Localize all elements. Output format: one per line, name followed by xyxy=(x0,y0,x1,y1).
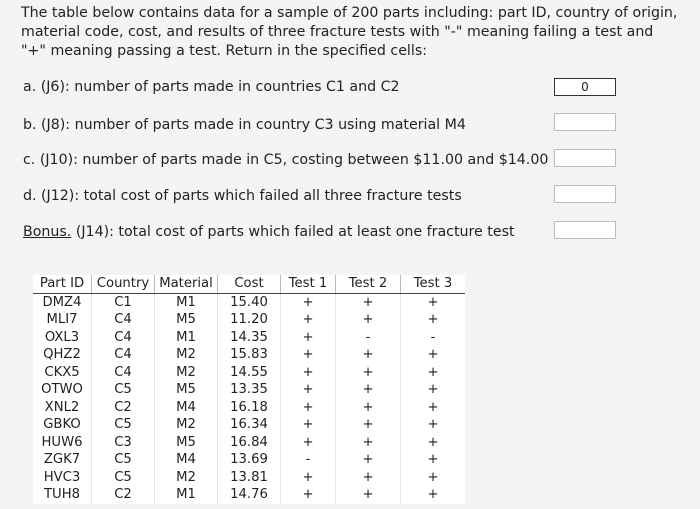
cell-country: C2 xyxy=(92,399,155,417)
cell-material: M2 xyxy=(155,346,218,364)
cell-test-2: + xyxy=(336,293,401,311)
cell-part-id: CKX5 xyxy=(44,364,80,380)
question-c: c. (J10): number of parts made in C5, costing between $11.00 and $14.00 xyxy=(23,152,549,168)
cell-country: C5 xyxy=(92,469,155,487)
cell-test-3: + xyxy=(401,399,466,417)
cell-country: C1 xyxy=(92,293,155,311)
bonus-label: Bonus. xyxy=(23,224,72,240)
cell-test-1: + xyxy=(281,346,336,364)
cell-test-3: + xyxy=(401,381,466,399)
cell-material: M5 xyxy=(155,381,218,399)
cell-test-1: + xyxy=(281,381,336,399)
cell-test-2: + xyxy=(336,346,401,364)
answer-cell-j6[interactable]: 0 xyxy=(554,78,616,96)
header-test-3: Test 3 xyxy=(401,275,466,293)
cell-country: C5 xyxy=(92,381,155,399)
cell-part-id: TUH8 xyxy=(43,487,80,502)
cell-test-1: + xyxy=(281,311,336,329)
cell-material: M1 xyxy=(155,486,218,504)
cell-cost: 16.34 xyxy=(218,416,281,434)
cell-part-id: HVC3 xyxy=(43,469,81,485)
table-header-row xyxy=(33,275,465,293)
table-body xyxy=(33,293,465,504)
cell-cost: 16.18 xyxy=(218,399,281,417)
table-row xyxy=(33,469,465,487)
cell-test-2: + xyxy=(336,416,401,434)
cell-cost: 11.20 xyxy=(218,311,281,329)
cell-cost: 13.35 xyxy=(218,381,281,399)
header-test-2: Test 2 xyxy=(336,275,401,293)
cell-country: C4 xyxy=(92,311,155,329)
table-row xyxy=(33,399,465,417)
cell-cost: 14.55 xyxy=(218,364,281,382)
cell-test-1: + xyxy=(281,434,336,452)
table-row xyxy=(33,311,465,329)
cell-part-id: DMZ4 xyxy=(42,294,82,310)
cell-part-id: OTWO xyxy=(41,382,83,397)
table-row xyxy=(33,293,465,311)
cell-test-3: + xyxy=(401,311,466,329)
answer-cell-j12[interactable] xyxy=(554,185,616,203)
cell-country: C5 xyxy=(92,451,155,469)
cell-test-3: + xyxy=(401,416,466,434)
cell-test-3: + xyxy=(401,293,466,311)
cell-test-1: + xyxy=(281,364,336,382)
cell-material: M2 xyxy=(155,469,218,487)
cell-cost: 13.81 xyxy=(218,469,281,487)
cell-test-3: + xyxy=(401,346,466,364)
cell-test-2: + xyxy=(336,486,401,504)
cell-test-1: + xyxy=(281,469,336,487)
answer-cell-j10[interactable] xyxy=(554,149,616,167)
cell-part-id: XNL2 xyxy=(44,399,80,415)
header-test-1: Test 1 xyxy=(281,275,336,293)
cell-part-id: MLI7 xyxy=(46,312,78,327)
cell-cost: 16.84 xyxy=(218,434,281,452)
cell-material: M4 xyxy=(155,451,218,469)
cell-test-1: - xyxy=(281,451,336,469)
cell-country: C5 xyxy=(92,416,155,434)
table-row xyxy=(33,486,465,504)
cell-part-id: OXL3 xyxy=(44,329,80,345)
table-row xyxy=(33,434,465,452)
table-row xyxy=(33,329,465,347)
cell-cost: 14.35 xyxy=(218,329,281,347)
cell-test-3: + xyxy=(401,364,466,382)
cell-test-2: + xyxy=(336,399,401,417)
cell-test-1: + xyxy=(281,293,336,311)
cell-cost: 15.40 xyxy=(218,293,281,311)
cell-test-3: - xyxy=(401,329,466,347)
cell-material: M4 xyxy=(155,399,218,417)
table-row xyxy=(33,381,465,399)
cell-test-3: + xyxy=(401,486,466,504)
cell-material: M5 xyxy=(155,311,218,329)
cell-test-2: + xyxy=(336,381,401,399)
cell-test-1: + xyxy=(281,486,336,504)
cell-cost: 13.69 xyxy=(218,451,281,469)
cell-test-2: + xyxy=(336,451,401,469)
cell-test-2: + xyxy=(336,434,401,452)
header-part-id: Part ID xyxy=(33,275,92,293)
answer-cell-j8[interactable] xyxy=(554,113,616,131)
cell-cost: 15.83 xyxy=(218,346,281,364)
cell-country: C4 xyxy=(92,346,155,364)
header-material: Material xyxy=(155,275,218,293)
cell-part-id: ZGK7 xyxy=(43,452,81,467)
question-b: b. (J8): number of parts made in country C3 using material M4 xyxy=(23,117,466,133)
cell-material: M2 xyxy=(155,364,218,382)
header-cost: Cost xyxy=(218,275,281,293)
cell-test-2: - xyxy=(336,329,401,347)
cell-country: C4 xyxy=(92,329,155,347)
cell-test-2: + xyxy=(336,364,401,382)
intro-text: The table below contains data for a sample of 200 parts including: part ID, country of origin, material code, cost, and results of three fracture tests with "-" meaning failing a test and "+" meaning passing a test. Return in the specified cells: xyxy=(21,5,678,59)
cell-country: C4 xyxy=(92,364,155,382)
cell-material: M2 xyxy=(155,416,218,434)
cell-part-id: GBKO xyxy=(43,417,81,432)
cell-test-3: + xyxy=(401,434,466,452)
table-row xyxy=(33,451,465,469)
cell-part-id: QHZ2 xyxy=(43,347,81,362)
question-d: d. (J12): total cost of parts which failed all three fracture tests xyxy=(23,188,462,204)
cell-test-1: + xyxy=(281,416,336,434)
cell-country: C2 xyxy=(92,486,155,504)
bonus-text: (J14): total cost of parts which failed at least one fracture test xyxy=(71,224,515,240)
table-row xyxy=(33,416,465,434)
cell-test-1: + xyxy=(281,399,336,417)
parts-table xyxy=(33,275,465,504)
cell-material: M5 xyxy=(155,434,218,452)
table-row xyxy=(33,346,465,364)
cell-test-3: + xyxy=(401,451,466,469)
question-a: a. (J6): number of parts made in countries C1 and C2 xyxy=(23,79,400,95)
header-country: Country xyxy=(92,275,155,293)
table-row xyxy=(33,364,465,382)
cell-test-2: + xyxy=(336,469,401,487)
cell-test-2: + xyxy=(336,311,401,329)
cell-material: M1 xyxy=(155,293,218,311)
answer-cell-j14[interactable] xyxy=(554,221,616,239)
cell-test-3: + xyxy=(401,469,466,487)
question-bonus xyxy=(23,224,515,240)
cell-country: C3 xyxy=(92,434,155,452)
cell-test-1: + xyxy=(281,329,336,347)
cell-material: M1 xyxy=(155,329,218,347)
cell-cost: 14.76 xyxy=(218,486,281,504)
cell-part-id: HUW6 xyxy=(41,434,83,450)
